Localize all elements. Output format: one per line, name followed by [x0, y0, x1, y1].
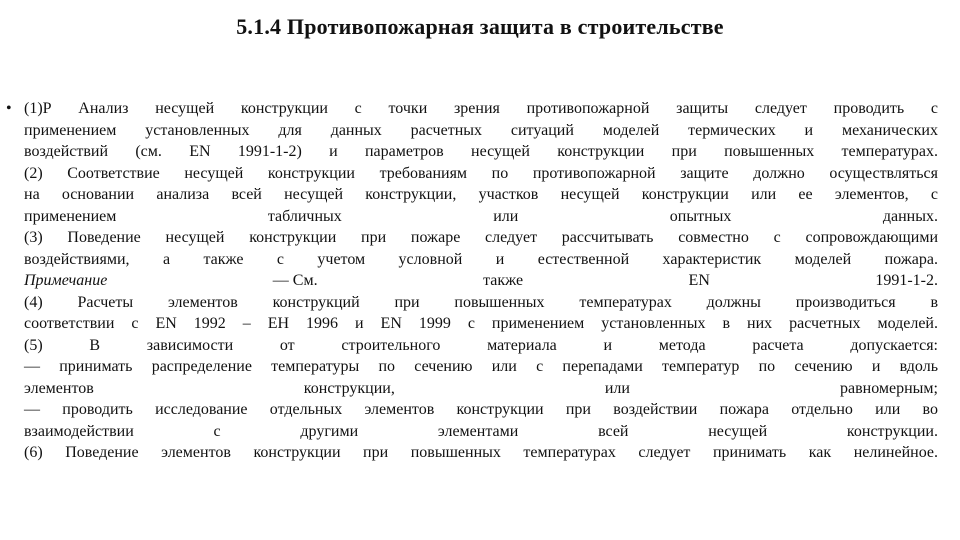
text-line: (5) В зависимости от строительного материала и метода расчета допускается: — [24, 336, 938, 354]
text-line: соответствии с EN 1992 – EH 1996 и EN 1999 с применением установленных в них расчетных моделей. — [24, 315, 938, 332]
note-part: 1991-1-2. — [875, 272, 938, 289]
text-line: воздействий (см. EN 1991-1-2) и параметров несущей конструкции при повышенных температурах. — [24, 143, 938, 160]
note-label: Примечание — [24, 272, 108, 289]
text-line: применением установленных для данных расчетных ситуаций моделей термических и механических — [24, 121, 938, 139]
text-line: применением табличных или опытных данных. — [24, 207, 938, 225]
text-line: (1)Р Анализ несущей конструкции с точки зрения противопожарной защиты следует проводить с — [24, 100, 938, 117]
text-line: — принимать распределение температуры по сечению или с перепадами температур по сечению и вдоль — [24, 358, 938, 375]
text-line: элементов конструкции, или равномерным; — [24, 379, 938, 397]
text-line: — проводить исследование отдельных элементов конструкции при воздействии пожара отдельно или во — [24, 401, 938, 418]
text-line: взаимодействии с другими элементами всей несущей конструкции. — [24, 422, 938, 440]
note-part: также — [483, 272, 524, 289]
text-line: (2) Соответствие несущей конструкции требованиям по противопожарной защите должно осуществляться — [24, 164, 938, 182]
text-line: (4) Расчеты элементов конструкций при повышенных температурах должны производиться в — [24, 293, 938, 311]
note-part: — См. — [272, 272, 318, 289]
text-line: воздействиями, а также с учетом условной и естественной характеристик моделей пожара. — [24, 250, 938, 268]
body-text — [24, 98, 938, 464]
page-title: 5.1.4 Противопожарная защита в строительстве — [236, 14, 724, 39]
note-part: EN — [688, 272, 710, 289]
text-line: на основании анализа всей несущей конструкции, участков несущей конструкции или ее элементов, с — [24, 186, 938, 203]
bullet-marker: • — [6, 100, 12, 117]
note-line — [24, 270, 938, 292]
text-line: (3) Поведение несущей конструкции при пожаре следует рассчитывать совместно с сопровождающими — [24, 229, 938, 246]
text-line: (6) Поведение элементов конструкции при повышенных температурах следует принимать как нелинейное. — [24, 444, 938, 461]
